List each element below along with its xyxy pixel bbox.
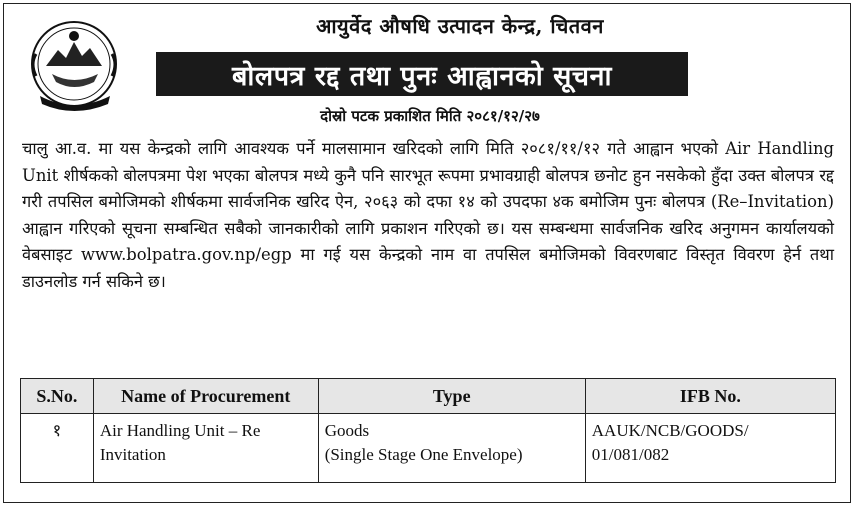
header-sno: S.No.: [21, 379, 94, 414]
notice-title-banner: [156, 52, 688, 96]
type-line: Goods: [324, 421, 370, 440]
notice-body-paragraph: चालु आ.व. मा यस केन्द्रको लागि आवश्यक पर्ने मालसामान खरिदको लागि मिति २०८१/११/१२ गते आह्वान भएको Air Handling Unit शीर्षकको बोलपत्रमा पेश भएका बोलपत्र मध्ये कुनै पनि सारभूत रूपमा प्रभावग्राही बोलपत्र छनोट हुन नसकेको हुँदा उक्त बोलपत्र रद्द गरी तपसिल बमोजिमको शीर्षकमा सार्वजनिक खरिद ऐन, २०६३ को दफा १४ को उपदफा ४क बमोजिम पुनः बोलपत्र (Re–Invitation) आह्वान गरिएको सूचना सम्बन्धित सबैको जानकारीको लागि प्रकाशन गरिएको छ। यस सम्बन्धमा सार्वजनिक खरिद अनुगमन कार्यालयको वेबसाइट www.bolpatra.gov.np/egp मा गई यस केन्द्रको नाम वा तपसिल बमोजिमको विवरणबाट विस्तृत विवरण हेर्न तथा डाउनलोड गर्न सकिने छ।: [22, 139, 834, 291]
organization-name: आयुर्वेद औषधि उत्पादन केन्द्र, चितवन: [316, 14, 604, 38]
ifb-line: AAUK/NCB/GOODS/: [591, 421, 749, 440]
header-ifb-no: IFB No.: [585, 379, 835, 414]
notice-title: बोलपत्र रद्द तथा पुनः आह्वानको सूचना: [232, 60, 612, 92]
cell-procurement-name: [93, 414, 318, 483]
header-type: Type: [318, 379, 585, 414]
cell-type: [318, 414, 585, 483]
procurement-name-line: Air Handling Unit – Re: [99, 421, 261, 440]
nepal-government-emblem: [22, 14, 126, 118]
header-procurement-name: Name of Procurement: [93, 379, 318, 414]
ifb-line: 01/081/082: [591, 445, 670, 464]
table-header-row: [21, 379, 836, 414]
type-line: (Single Stage One Envelope): [324, 445, 523, 464]
procurement-table: [20, 378, 836, 483]
cell-sno: १: [21, 414, 94, 483]
table-row: [21, 414, 836, 483]
procurement-name-line: Invitation: [99, 445, 166, 464]
publication-date-line: दोस्रो पटक प्रकाशित मिति २०८१/१२/२७: [320, 107, 540, 125]
cell-ifb-no: [585, 414, 835, 483]
